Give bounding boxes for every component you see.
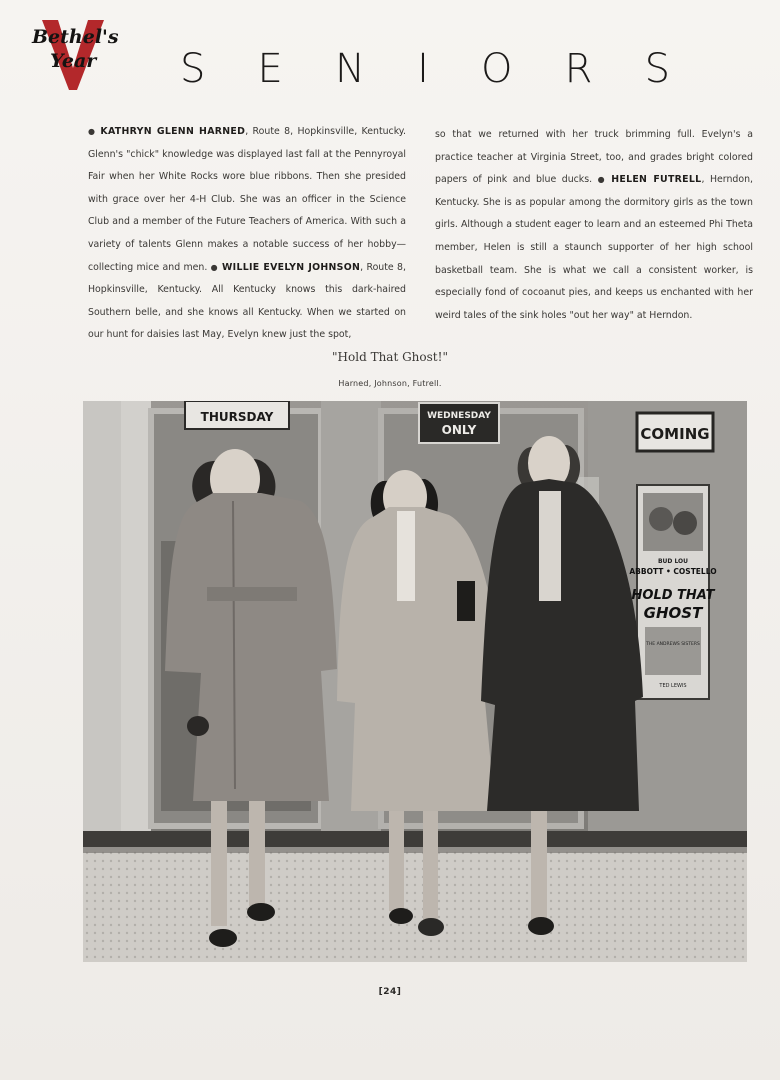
title-letter: S	[644, 46, 670, 92]
title-letter: S	[180, 46, 206, 92]
page-title	[180, 46, 670, 92]
logo-line-2: Year	[50, 50, 97, 72]
movie-poster	[629, 485, 716, 699]
text-column-right	[435, 124, 753, 327]
poster-title-line-1: HOLD THAT	[631, 588, 715, 603]
poster-stars-text: ABBOTT • COSTELLO	[629, 567, 717, 576]
bullet-icon: ●	[88, 127, 97, 136]
photo-caption-names: Harned, Johnson, Futrell.	[338, 379, 442, 388]
bio-text: , Route 8, Hopkinsville, Kentucky. Glenn's "chick" knowledge was displayed last fall at the Pennyroyal Fair when her White Rocks wore blue ribbons. Then she presided with grace over her 4-H Club. She was an officer in the Science Club and a member of the Future Teachers of America. With such a variety of talents Glenn makes a notable success of her hobby—collecting mice and men.	[88, 126, 406, 273]
text-column-left	[88, 121, 406, 347]
bio-text: , Herndon, Kentucky. She is as popular among the dormitory girls as the town girls. Although a student eager to learn and an esteemed Phi Theta member, Helen is still a staunch supporter of her high school basketball team. She is what we call a consistent worker, is especially fond of cocoanut pies, and keeps us enchanted with her weird tales of the sink holes "out her way" at Herndon.	[435, 174, 754, 321]
wednesday-only-sign	[419, 403, 499, 443]
logo-line-1: Bethel's	[32, 26, 118, 48]
bio-text: , Route 8, Hopkinsville, Kentucky. All Kentucky knows this dark-haired Southern belle, and she knows all Kentucky. When we started on our hunt for daisies last May, Evelyn knew just the spot,	[88, 261, 406, 341]
title-letter: I	[417, 46, 429, 92]
bio-text: so that we returned with her truck brimming full. Evelyn's a practice teacher at Virginia Street, too, and grades bright colored papers of pink and blue ducks.	[435, 129, 753, 186]
coming-text: COMING	[640, 425, 710, 443]
coming-sign	[637, 413, 713, 451]
title-letter: E	[257, 46, 283, 92]
bio-paragraph	[88, 121, 406, 347]
page-number: [24]	[378, 987, 402, 997]
title-letter: R	[564, 46, 593, 92]
poster-top-text: BUD LOU	[657, 558, 689, 565]
thursday-sign	[185, 401, 289, 429]
only-text: ONLY	[441, 423, 477, 437]
group-photograph	[83, 401, 747, 962]
senior-name: HELEN FUTRELL	[611, 174, 702, 186]
bullet-icon: ●	[597, 175, 608, 185]
poster-title-line-2: GHOST	[643, 604, 703, 622]
bullet-icon: ●	[210, 262, 219, 272]
senior-name: WILLIE EVELYN JOHNSON	[222, 261, 361, 273]
wednesday-text: WEDNESDAY	[427, 411, 491, 421]
title-letter: O	[481, 46, 513, 92]
title-letter: N	[334, 46, 365, 92]
photo-caption-title: "Hold That Ghost!"	[332, 350, 448, 364]
senior-name: KATHRYN GLENN HARNED	[100, 126, 246, 137]
poster-cast-text: THE ANDREWS SISTERS	[646, 642, 700, 647]
bio-paragraph	[435, 124, 753, 327]
thursday-sign-text: THURSDAY	[200, 410, 274, 424]
bethels-year-logo	[28, 16, 118, 92]
poster-cast2-text: TED LEWIS	[659, 683, 687, 689]
